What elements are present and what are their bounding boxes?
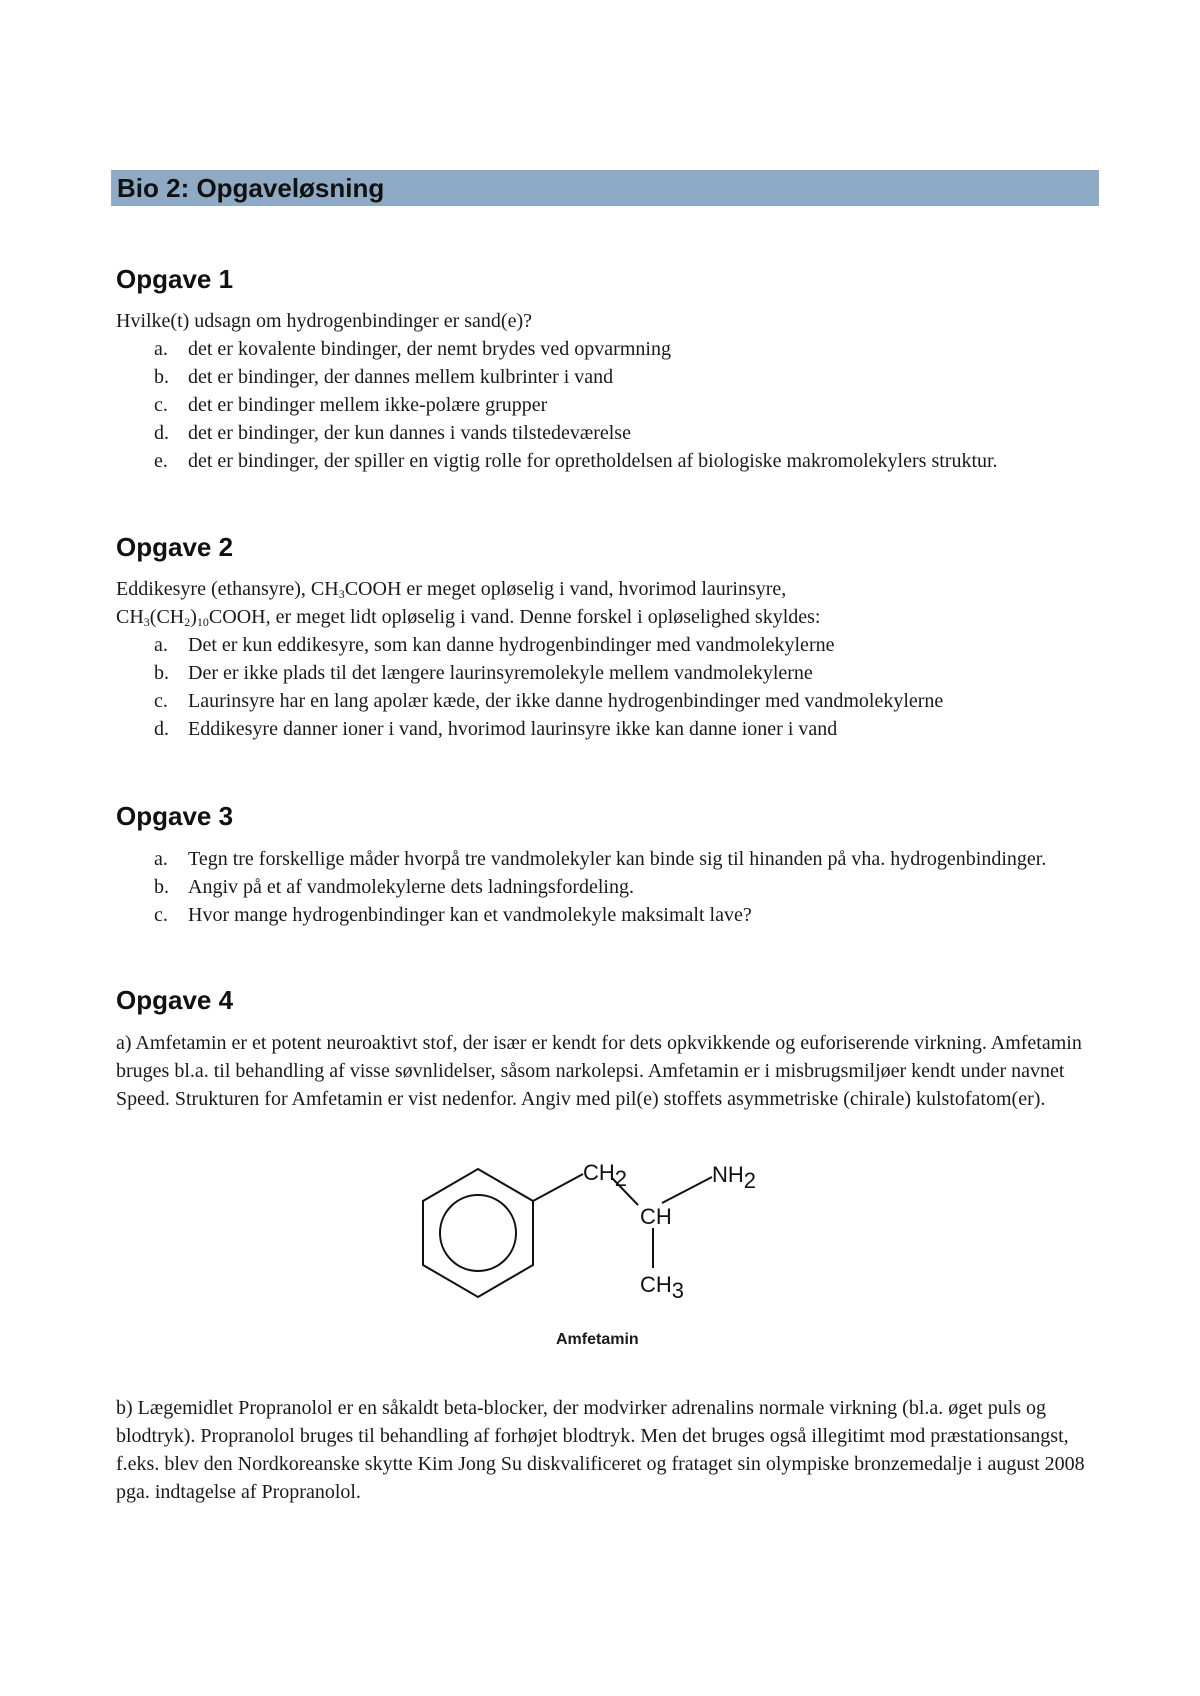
q2-option-d xyxy=(116,715,1096,743)
q3-option-c xyxy=(116,901,1096,929)
option-text: Angiv på et af vandmolekylerne dets ladningsfordeling. xyxy=(188,876,634,898)
option-letter: a. xyxy=(154,848,168,870)
document-title: Bio 2: Opgaveløsning xyxy=(111,170,1099,206)
q2-intro-text: CH xyxy=(116,606,144,628)
option-text: det er bindinger mellem ikke-polære grupper xyxy=(188,394,548,416)
q2-intro-text: ) xyxy=(190,606,197,628)
bond-ch-nh2 xyxy=(662,1177,712,1203)
option-text: det er bindinger, der dannes mellem kulbrinter i vand xyxy=(188,366,614,388)
option-text: Tegn tre forskellige måder hvorpå tre vandmolekyler kan binde sig til hinanden på vha. hydrogenbindinger. xyxy=(188,848,1047,870)
subscript: 10 xyxy=(196,615,209,629)
q2-intro xyxy=(116,575,1096,631)
option-text: det er bindinger, der spiller en vigtig rolle for opretholdelsen af biologiske makromolekylers struktur. xyxy=(188,450,998,472)
bond-ring-ch2 xyxy=(533,1174,583,1201)
ch3-label: CH3 xyxy=(640,1272,685,1303)
ch-label: CH xyxy=(640,1204,672,1229)
q2-options xyxy=(116,631,1096,743)
q2-option-a xyxy=(116,631,1096,659)
option-letter: d. xyxy=(154,718,169,740)
option-letter: b. xyxy=(154,876,169,898)
q4-part-b: b) Lægemidlet Propranolol er en såkaldt beta-blocker, der modvirker adrenalins normale virkning (bl.a. øget puls og blodtryk). Propranolol bruges til behandling af forhøjet blodtryk. Men det bruges også illegitimt mod præstationsangst, f.eks. blev den Nordkoreanske skytte Kim Jong Su diskvalificeret og frataget sin olympiske bronzemedalje i august 2008 pga. indtagelse af Propranolol. xyxy=(116,1397,1085,1503)
q1-option-b xyxy=(116,363,1096,391)
option-text: det er bindinger, der kun dannes i vands tilstedeværelse xyxy=(188,422,631,444)
q4-part-a: a) Amfetamin er et potent neuroaktivt stof, der især er kendt for dets opkvikkende og euforiserende virkning. Amfetamin bruges bl.a. til behandling af visse søvnlidelser, såsom narkolepsi. Amfetamin er i misbrugsmiljøer kendt under navnet Speed. Strukturen for Amfetamin er vist nedenfor. Angiv med pil(e) stoffets asymmetriske (chirale) kulstofatom(er). xyxy=(116,1032,1082,1110)
q2-intro-text: Eddikesyre (ethansyre), CH xyxy=(116,578,339,600)
option-text: Det er kun eddikesyre, som kan danne hydrogenbindinger med vandmolekylerne xyxy=(188,634,835,656)
q3-option-b xyxy=(116,873,1096,901)
option-text: det er kovalente bindinger, der nemt brydes ved opvarmning xyxy=(188,338,671,360)
option-letter: b. xyxy=(154,366,169,388)
figure-caption: Amfetamin xyxy=(556,1331,639,1348)
q1-options xyxy=(116,335,1096,475)
nh2-label: NH2 xyxy=(712,1162,757,1193)
q2-option-c xyxy=(116,687,968,715)
q2-intro-text: COOH, er meget lidt opløselig i vand. Denne forskel i opløselighed skyldes: xyxy=(208,606,821,628)
q3-option-a xyxy=(116,845,1088,873)
option-text: Der er ikke plads til det længere laurinsyremolekyle mellem vandmolekylerne xyxy=(188,662,813,684)
q1-option-e xyxy=(116,447,1096,475)
option-letter: e. xyxy=(154,450,168,472)
amphetamine-structure xyxy=(420,1160,800,1320)
option-letter: d. xyxy=(154,422,169,444)
q2-heading: Opgave 2 xyxy=(116,532,234,562)
option-letter: b. xyxy=(154,662,169,684)
option-letter: a. xyxy=(154,634,168,656)
q4-heading: Opgave 4 xyxy=(116,985,234,1015)
option-letter: c. xyxy=(154,690,168,712)
ch2-label: CH2 xyxy=(583,1160,628,1191)
q1-option-a xyxy=(116,335,1096,363)
q3-options xyxy=(116,845,1096,929)
q3-heading: Opgave 3 xyxy=(116,801,234,831)
option-text: Hvor mange hydrogenbindinger kan et vandmolekyle maksimalt lave? xyxy=(188,904,752,926)
subscript: 3 xyxy=(143,615,150,629)
q2-option-b xyxy=(116,659,1096,687)
option-text: Eddikesyre danner ioner i vand, hvorimod laurinsyre ikke kan danne ioner i vand xyxy=(188,718,838,740)
option-letter: c. xyxy=(154,904,168,926)
subscript: 3 xyxy=(338,587,345,601)
q2-intro-text: (CH xyxy=(149,606,185,628)
subscript: 2 xyxy=(184,615,191,629)
q1-option-c xyxy=(116,391,1096,419)
option-letter: c. xyxy=(154,394,168,416)
aromatic-circle xyxy=(440,1195,516,1271)
q1-option-d xyxy=(116,419,1096,447)
q1-intro: Hvilke(t) udsagn om hydrogenbindinger er sand(e)? xyxy=(116,310,532,332)
option-text: Laurinsyre har en lang apolær kæde, der ikke danne hydrogenbindinger med vandmolekylerne xyxy=(188,690,944,712)
q2-intro-text: COOH er meget opløselig i vand, hvorimod laurinsyre, xyxy=(344,578,787,600)
option-letter: a. xyxy=(154,338,168,360)
q1-heading: Opgave 1 xyxy=(116,264,234,294)
